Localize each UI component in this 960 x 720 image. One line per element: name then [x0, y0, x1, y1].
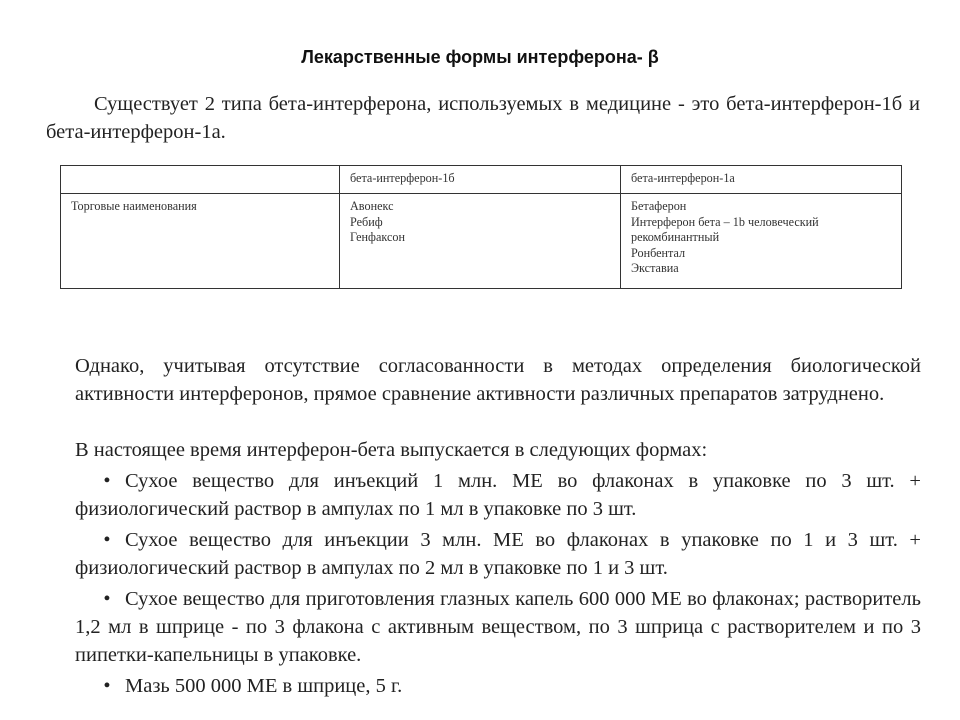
list-item	[75, 526, 921, 582]
bullet-icon: •	[103, 470, 111, 492]
table-row	[61, 194, 902, 289]
list-item	[75, 585, 921, 669]
list-item	[75, 467, 921, 523]
table-header-1a: бета-интерферон-1а	[621, 166, 902, 194]
list-item	[75, 672, 921, 700]
bullet-icon: •	[103, 675, 111, 697]
list-item-text: Сухое вещество для приготовления глазных капель 600 000 МЕ во флаконах; растворитель 1,2 мл в шприце - по 3 флакона с активным веществом, по 3 шприца с растворителем и по 3 пипетки-капельницы в упаковке.	[75, 588, 921, 666]
table-header-empty	[61, 166, 340, 194]
forms-list	[75, 467, 921, 703]
paragraph-comparison: Однако, учитывая отсутствие согласованности в методах определения биологической активности интерферонов, прямое сравнение активности различных препаратов затруднено.	[75, 355, 921, 405]
paragraph-forms-intro: В настоящее время интерферон-бета выпускается в следующих формах:	[75, 439, 708, 461]
table-row-label: Торговые наименования	[61, 194, 340, 289]
page-title: Лекарственные формы интерферона- β	[301, 47, 659, 67]
interferon-types-table	[60, 165, 902, 289]
drug-name: Бетаферон	[631, 199, 687, 213]
bullet-icon: •	[103, 529, 111, 551]
drug-name: Авонекс	[350, 199, 394, 213]
table-cell-1b	[340, 194, 621, 289]
intro-paragraph: Существует 2 типа бета-интерферона, используемых в медицине - это бета-интерферон-1б и бета-интерферон-1а.	[46, 93, 920, 143]
table-header-row	[61, 166, 902, 194]
drug-name: Генфаксон	[350, 230, 405, 244]
list-item-text: Мазь 500 000 МЕ в шприце, 5 г.	[125, 675, 403, 697]
table-cell-1a	[621, 194, 902, 289]
drug-name: Ребиф	[350, 214, 383, 229]
drug-name: Ронбентал	[631, 245, 686, 260]
bullet-icon: •	[103, 588, 111, 610]
list-item-text: Сухое вещество для инъекции 3 млн. МЕ во флаконах в упаковке по 1 и 3 шт. + физиологический раствор в ампулах по 2 мл в упаковке по 1 и 3 шт.	[75, 529, 921, 579]
drug-name: Экставиа	[631, 261, 679, 275]
list-item-text: Сухое вещество для инъекций 1 млн. МЕ во флаконах в упаковке по 3 шт. + физиологический раствор в ампулах по 1 мл в упаковке по 3 шт.	[75, 470, 921, 520]
drug-name: Интерферон бета – 1b человеческий рекомбинантный	[631, 214, 819, 244]
table-header-1b: бета-интерферон-1б	[340, 166, 621, 194]
